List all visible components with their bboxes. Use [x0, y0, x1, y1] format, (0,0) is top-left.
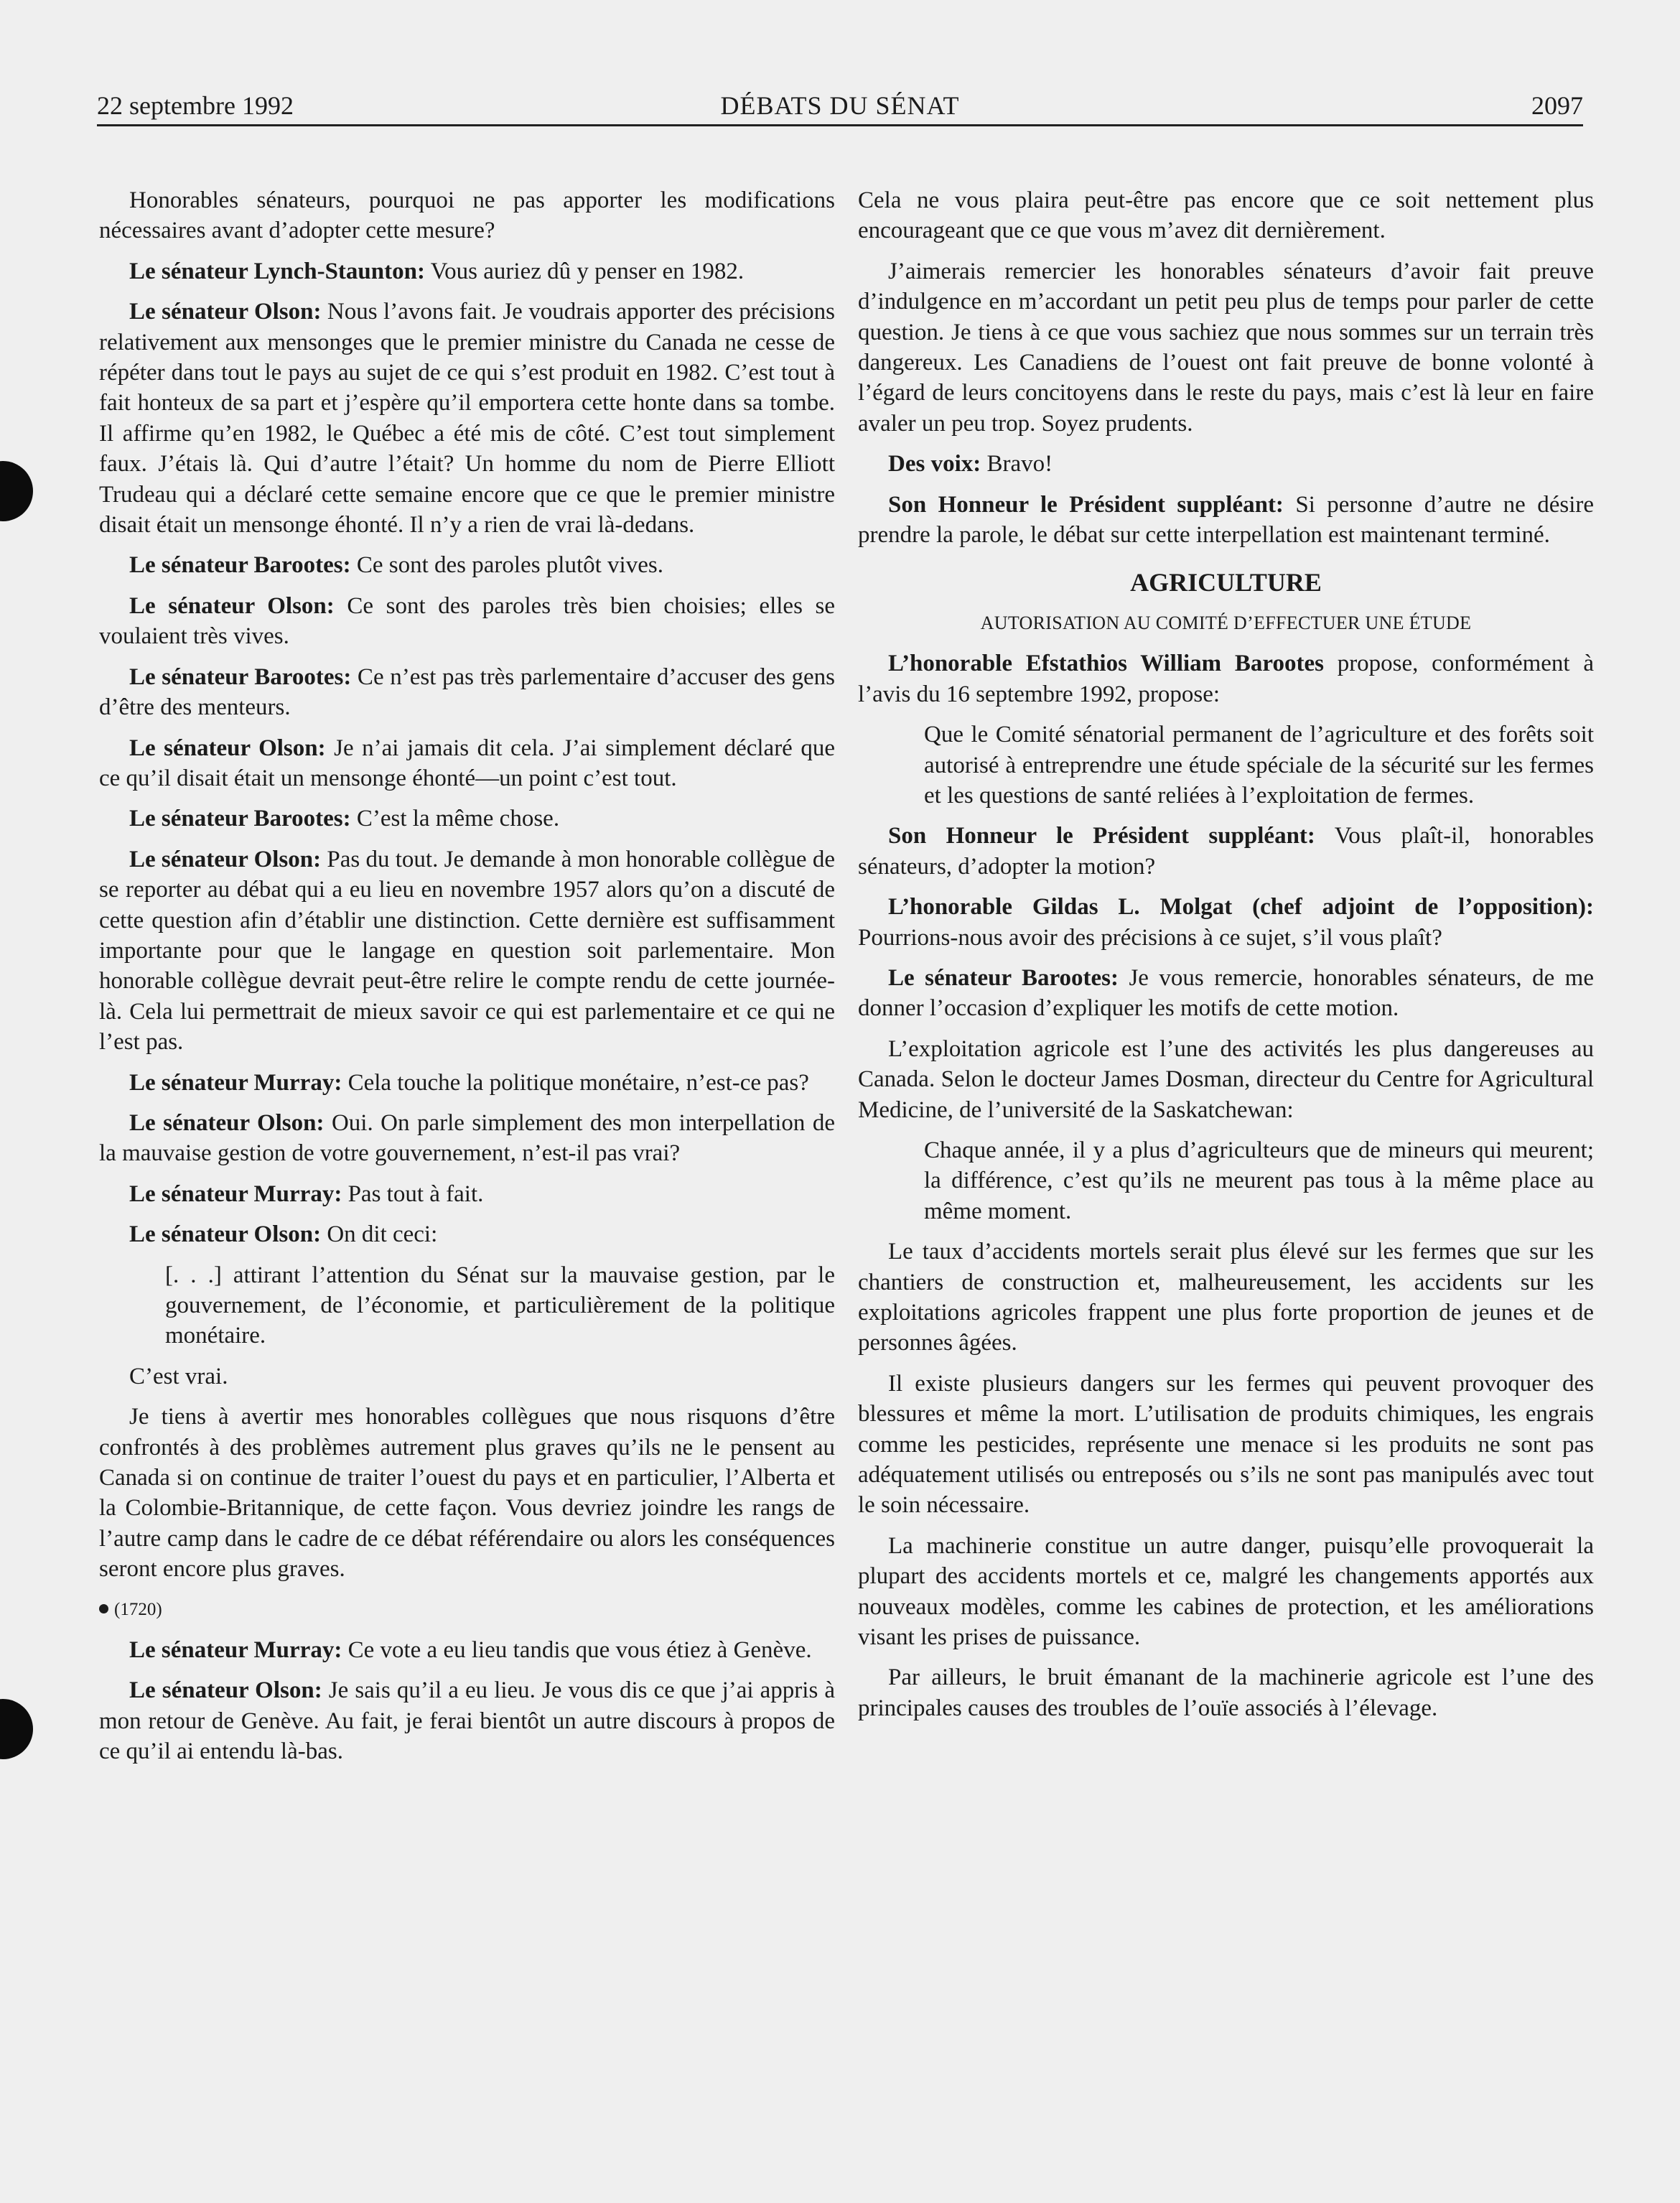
speaker-name: Le sénateur Barootes: — [888, 964, 1119, 991]
paragraph: La machinerie constitue un autre danger, puisqu’elle provoquerait la plupart des accidents mortels et ce, malgré les changements apportés aux nouveaux modèles, comme les cabines de protection, et les améliorations visant les prises de puissance. — [858, 1532, 1594, 1651]
speaker-name: L’honorable Efstathios William Barootes — [888, 651, 1324, 677]
speaker-name: Le sénateur Olson: — [129, 846, 322, 872]
speech-paragraph — [858, 490, 1594, 551]
speech-text: Je vous remercie, honorables sénateurs, de me donner l’occasion d’expliquer les motifs de cette motion. — [858, 964, 1594, 1022]
time-stamp — [99, 1595, 835, 1625]
speaker-name: Le sénateur Lynch-Staunton: — [129, 258, 425, 284]
speech-paragraph — [99, 1179, 835, 1209]
speaker-name: Son Honneur le Président suppléant: — [888, 491, 1284, 518]
section-subheading: AUTORISATION AU COMITÉ D’EFFECTUER UNE ÉTUDE — [980, 612, 1472, 633]
paragraph: Il existe plusieurs dangers sur les fermes qui peuvent provoquer des blessures et même la mort. L’utilisation de produits chimiques, les engrais comme les pesticides, représente une menace si les produits ne sont pas adéquatement utilisés ou entreposés ou s’ils ne sont pas manipulés avec tout le soin nécessaire. — [858, 1370, 1594, 1519]
speech-text: Cela touche la politique monétaire, n’est-ce pas? — [342, 1069, 809, 1096]
speech-text: Ce sont des paroles très bien choisies; elles se voulaient très vives. — [99, 592, 835, 650]
speaker-name: Le sénateur Olson: — [129, 1109, 325, 1136]
speech-text: Ce vote a eu lieu tandis que vous étiez à Genève. — [342, 1637, 812, 1664]
binder-hole — [0, 461, 33, 521]
speaker-name: Le sénateur Olson: — [129, 1221, 322, 1248]
speech-paragraph — [99, 256, 835, 287]
speaker-name: Le sénateur Olson: — [129, 299, 322, 325]
speaker-name: Des voix: — [888, 451, 981, 478]
speech-paragraph — [99, 297, 835, 540]
speech-text: Si personne d’autre ne désire prendre la parole, le débat sur cette interpellation est maintenant terminé. — [858, 491, 1594, 549]
speaker-name: Le sénateur Barootes: — [129, 806, 351, 832]
paragraph: Je tiens à avertir mes honorables collègues que nous risquons d’être confrontés à des problèmes autrement plus graves qu’ils ne le pensent au Canada si on continue de traiter l’ouest du pays et en particulier, l’Alberta et la Colombie-Britannique, de cette façon. Vous devriez joindre les rangs de l’autre camp dans le cadre de ce débat référendaire ou alors les conséquences seront encore plus graves. — [99, 1404, 835, 1583]
speech-text: Je sais qu’il a eu lieu. Je vous dis ce que j’ai appris à mon retour de Genève. Au fait, je ferai bientôt un autre discours à propos de ce qu’il ai entendu là-bas. — [99, 1677, 835, 1765]
header-date: 22 septembre 1992 — [97, 91, 294, 120]
speaker-name: Le sénateur Olson: — [129, 592, 335, 619]
speech-text: Nous l’avons fait. Je voudrais apporter des précisions relativement aux mensonges que le premier ministre du Canada ne cesse de répéter dans tout le pays au sujet de ce qui s’est produit en 1982. C’est tout à fait honteux de sa part et j’espère qu’il emportera cette honte dans sa tombe. Il affirme qu’en 1982, le Québec a été mis de côté. C’est tout simplement faux. J’étais là. Qui d’autre l’était? Un homme du nom de Pierre Elliott Trudeau qui a déclaré cette semaine encore que ce que le premier ministre disait était un mensonge éhonté. Il n’y a rien de vrai là-dedans. — [99, 299, 835, 539]
speech-paragraph — [99, 1219, 835, 1249]
paragraph: Par ailleurs, le bruit émanant de la machinerie agricole est l’une des principales causes des troubles de l’ouïe associés à l’élevage. — [858, 1664, 1594, 1721]
speech-text: Oui. On parle simplement des mon interpellation de la mauvaise gestion de votre gouvernement, n’est-il pas vrai? — [99, 1109, 835, 1167]
section-heading: AGRICULTURE — [1130, 568, 1322, 597]
speech-paragraph — [858, 892, 1594, 953]
binder-hole — [0, 1699, 33, 1759]
paragraph: Cela ne vous plaira peut-être pas encore que ce soit nettement plus encourageant que ce que vous m’avez dit dernièrement. — [858, 187, 1594, 244]
speech-paragraph — [858, 449, 1594, 479]
speech-text: Pourrions-nous avoir des précisions à ce sujet, s’il vous plaît? — [858, 924, 1442, 951]
speech-text: Je n’ai jamais dit cela. J’ai simplement déclaré que ce qu’il disait était un mensonge éhonté—un point c’est tout. — [99, 735, 836, 791]
speech-paragraph — [99, 804, 835, 834]
speaker-name: Son Honneur le Président suppléant: — [888, 823, 1315, 849]
speaker-name: Le sénateur Murray: — [129, 1180, 342, 1207]
speech-paragraph — [99, 1635, 835, 1665]
speech-paragraph — [99, 844, 835, 1058]
speaker-name: Le sénateur Murray: — [129, 1069, 342, 1096]
speech-paragraph — [858, 963, 1594, 1024]
speech-paragraph — [99, 662, 835, 723]
paragraph: Honorables sénateurs, pourquoi ne pas apporter les modifications nécessaires avant d’adopter cette mesure? — [99, 187, 835, 244]
speech-text: Bravo! — [981, 451, 1053, 478]
speech-text: Vous plaît-il, honorables sénateurs, d’adopter la motion? — [858, 823, 1594, 880]
speech-text: Vous auriez dû y penser en 1982. — [424, 258, 745, 284]
speech-text: On dit ceci: — [321, 1221, 438, 1248]
bullet-icon — [99, 1604, 108, 1613]
paragraph: Le taux d’accidents mortels serait plus élevé sur les fermes que sur les chantiers de construction et, malheureusement, les accidents sur les exploitations agricoles frappent une plus forte proportion de jeunes et de personnes âgées. — [858, 1239, 1594, 1356]
speech-paragraph — [858, 648, 1594, 709]
speech-text: propose, conformément à l’avis du 16 septembre 1992, propose: — [858, 651, 1594, 707]
speech-text: Pas du tout. Je demande à mon honorable collègue de se reporter au débat qui a eu lieu en novembre 1957 alors qu’on a discuté de cette question afin d’établir une distinction. Cette dernière est suffisamment importante pour que le langage en question soit parlementaire. Mon honorable collègue devrait peut-être relire le compte rendu de cette journée-là. Cela lui permettrait de mieux savoir ce qui est parlementaire et ce qui ne l’est pas. — [99, 846, 835, 1056]
speaker-name: Le sénateur Olson: — [129, 1677, 322, 1704]
block-quote: Que le Comité sénatorial permanent de l’agriculture et des forêts soit autorisé à entreprendre une étude spéciale de la sécurité sur les fermes et les questions de santé reliées à l’exploitation de fermes. — [924, 722, 1594, 809]
speech-paragraph — [99, 733, 835, 794]
paragraph: C’est vrai. — [129, 1363, 228, 1389]
speech-paragraph — [858, 821, 1594, 882]
speech-text: Ce n’est pas très parlementaire d’accuser des gens d’être des menteurs. — [99, 663, 835, 721]
time-stamp-text: (1720) — [114, 1599, 162, 1619]
running-header — [97, 90, 1583, 124]
page-number: 2097 — [1531, 91, 1583, 120]
speech-text: Pas tout à fait. — [342, 1180, 484, 1207]
speech-text: Ce sont des paroles plutôt vives. — [350, 552, 663, 579]
speech-paragraph — [99, 1108, 835, 1169]
block-quote: Chaque année, il y a plus d’agriculteurs que de mineurs qui meurent; la différence, c’est qu’ils ne meurent pas tous à la même place au même moment. — [924, 1137, 1594, 1224]
speaker-name: Le sénateur Barootes: — [129, 552, 351, 579]
speaker-name: Le sénateur Olson: — [129, 735, 326, 761]
speech-paragraph — [99, 591, 835, 652]
left-column — [99, 185, 835, 1777]
header-rule — [97, 124, 1583, 126]
paragraph: L’exploitation agricole est l’une des activités les plus dangereuses au Canada. Selon le docteur James Dosman, directeur du Centre for Agricultural Medicine, de l’université de la Saskatchewan: — [858, 1035, 1594, 1123]
right-column — [858, 185, 1594, 1733]
speech-paragraph — [99, 550, 835, 580]
speaker-name: Le sénateur Murray: — [129, 1637, 342, 1664]
speech-paragraph — [99, 1675, 835, 1766]
paragraph: J’aimerais remercier les honorables sénateurs d’avoir fait preuve d’indulgence en m’accordant un petit peu plus de temps pour parler de cette question. Je tiens à ce que vous sachiez que nous sommes sur un terrain très dangereux. Les Canadiens de l’ouest ont fait preuve de bonne volonté à l’égard de leurs concitoyens dans le reste du pays, mais c’est là leur en faire avaler un peu trop. Soyez prudents. — [858, 258, 1594, 437]
header-title: DÉBATS DU SÉNAT — [720, 91, 960, 120]
speech-text: C’est la même chose. — [350, 806, 560, 832]
speech-paragraph — [99, 1068, 835, 1098]
speaker-name: Le sénateur Barootes: — [129, 663, 352, 690]
block-quote: [. . .] attirant l’attention du Sénat sur la mauvaise gestion, par le gouvernement, de l’économie, et particulièrement de la politique monétaire. — [165, 1262, 835, 1349]
speaker-name: L’honorable Gildas L. Molgat (chef adjoint de l’opposition): — [888, 894, 1594, 921]
